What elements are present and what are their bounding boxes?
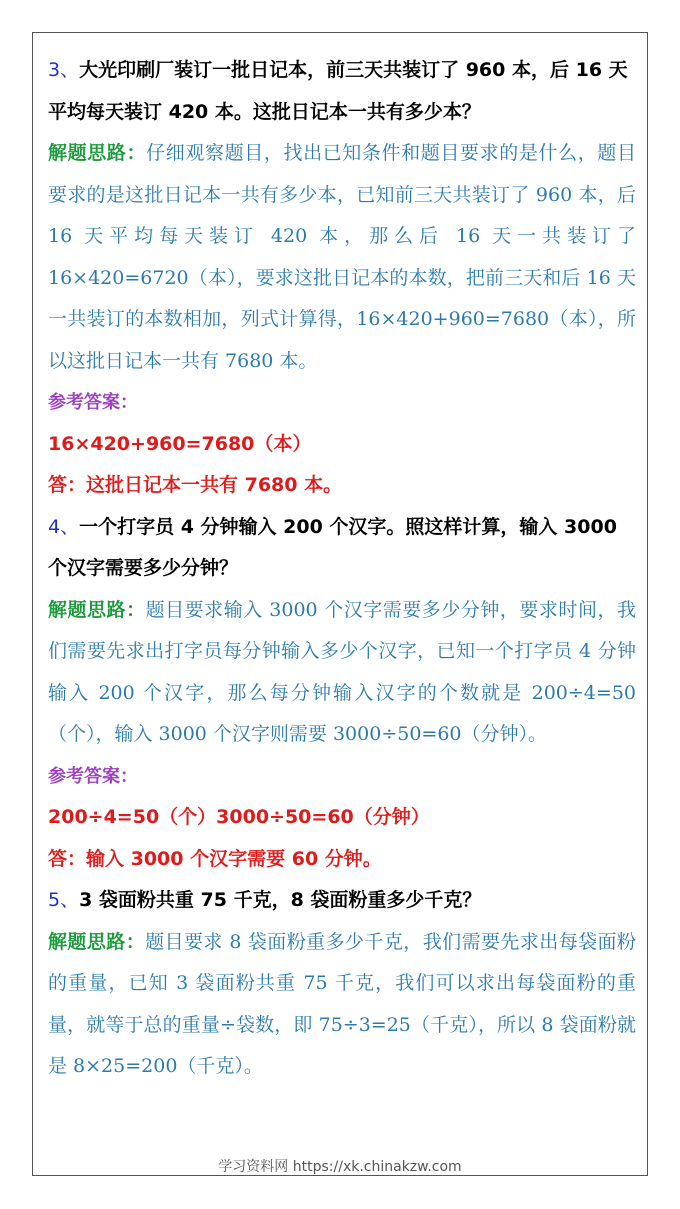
answer-sentence: 答：这批日记本一共有 7680 本。: [48, 474, 343, 496]
question-3: [48, 50, 636, 507]
reference-answer-label: 参考答案：: [48, 765, 138, 787]
question-body: 一个打字员 4 分钟输入 200 个汉字。照这样计算，输入 3000 个汉字需要多少分钟？: [48, 515, 617, 579]
question-5: [48, 880, 636, 1088]
question-body: 大光印刷厂装订一批日记本，前三天共装订了 960 本，后 16 天平均每天装订 420 本。这批日记本一共有多少本？: [48, 59, 628, 123]
thinking-label: 解题思路：: [48, 598, 146, 621]
question-number: 3、: [48, 59, 80, 81]
question-body: 3 袋面粉共重 75 千克，8 袋面粉重多少千克？: [79, 889, 482, 911]
thinking-text: 题目要求 8 袋面粉重多少千克，我们需要先求出每袋面粉的重量，已知 3 袋面粉共重 75 千克，我们可以求出每袋面粉的重量，就等于总的重量÷袋数，即 75÷3=25（千克），所以 8 袋面粉就是 8×25=200（千克）。: [48, 930, 636, 1077]
solution-thinking: [48, 133, 636, 382]
solution-thinking: [48, 590, 636, 756]
thinking-label: 解题思路：: [48, 930, 146, 953]
answer-sentence: 答：输入 3000 个汉字需要 60 分钟。: [48, 847, 382, 870]
question-4: [48, 507, 636, 881]
solution-thinking: [48, 922, 636, 1088]
question-text: [48, 507, 636, 590]
footer-watermark: 学习资料网 https://xk.chinakzw.com: [218, 1159, 462, 1175]
document-body: [48, 50, 636, 1088]
thinking-label: 解题思路：: [48, 142, 147, 164]
answer-formula: 16×420+960=7680（本）: [48, 432, 312, 455]
question-text: [48, 50, 636, 133]
question-number: 5、: [48, 889, 80, 911]
question-number: 4、: [48, 515, 80, 538]
thinking-text: 仔细观察题目，找出已知条件和题目要求的是什么，题目要求的是这批日记本一共有多少本，已知前三天共装订了 960 本，后 16 天平均每天装订 420 本，那么后 16 天一共装订了 16×420=6720（本），要求这批日记本的本数，把前三天和后 16 天一共装订的本数相加，列式计算得，16×420+960=7680（本），所以这批日记本一共有 7680 本。: [48, 142, 636, 372]
answer-formula: 200÷4=50（个）3000÷50=60（分钟）: [48, 806, 430, 828]
question-text: [48, 880, 636, 922]
thinking-text: 题目要求输入 3000 个汉字需要多少分钟，要求时间，我们需要先求出打字员每分钟输入多少个汉字，已知一个打字员 4 分钟输入 200 个汉字，那么每分钟输入汉字的个数就是 200÷4=50（个），输入 3000 个汉字则需要 3000÷50=60（分钟）。: [48, 598, 636, 745]
reference-answer-label: 参考答案：: [48, 392, 138, 413]
